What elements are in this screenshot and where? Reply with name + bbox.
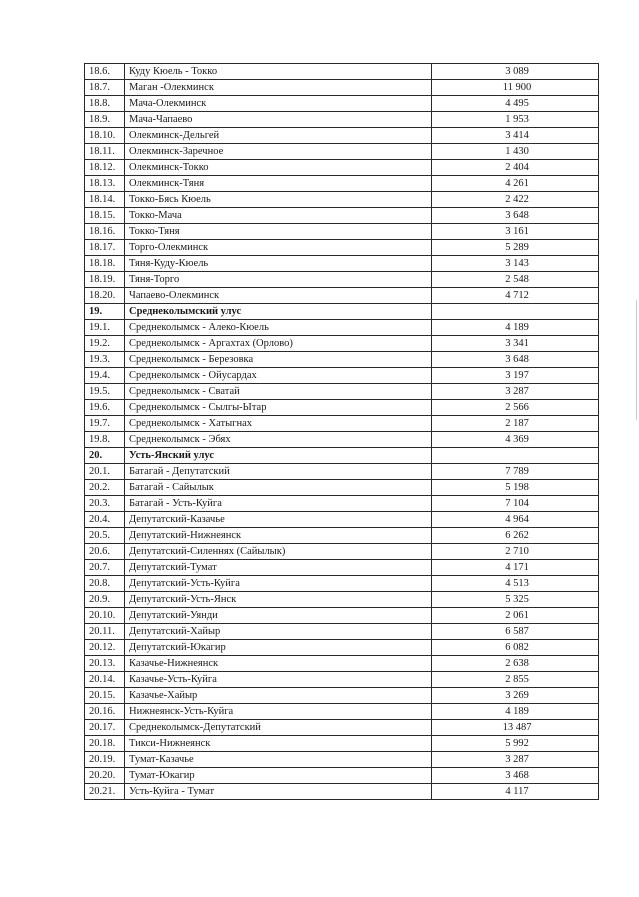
table-row xyxy=(85,720,599,736)
distance-value: 3 287 xyxy=(432,384,599,400)
row-number: 20.17. xyxy=(85,720,125,736)
distance-value: 3 648 xyxy=(432,352,599,368)
row-number: 20.21. xyxy=(85,784,125,800)
row-number: 18.9. xyxy=(85,112,125,128)
row-number: 18.7. xyxy=(85,80,125,96)
route-name: Батагай - Усть-Куйга xyxy=(125,496,432,512)
row-number: 20.6. xyxy=(85,544,125,560)
row-number: 18.11. xyxy=(85,144,125,160)
distance-value: 4 964 xyxy=(432,512,599,528)
route-name: Депутатский-Хайыр xyxy=(125,624,432,640)
route-name: Олекминск-Токко xyxy=(125,160,432,176)
route-name: Усть-Янский улус xyxy=(125,448,432,464)
distance-value: 3 197 xyxy=(432,368,599,384)
distance-value: 4 495 xyxy=(432,96,599,112)
route-name: Токко-Мача xyxy=(125,208,432,224)
row-number: 18.19. xyxy=(85,272,125,288)
distance-value: 2 566 xyxy=(432,400,599,416)
route-name: Среднеколымск - Сватай xyxy=(125,384,432,400)
section-row xyxy=(85,304,599,320)
route-name: Депутатский-Казачье xyxy=(125,512,432,528)
route-name: Депутатский-Уянди xyxy=(125,608,432,624)
route-name: Депутатский-Нижнеянск xyxy=(125,528,432,544)
route-name: Тяня-Куду-Кюель xyxy=(125,256,432,272)
row-number: 19.7. xyxy=(85,416,125,432)
row-number: 20.10. xyxy=(85,608,125,624)
table-row xyxy=(85,272,599,288)
table-row xyxy=(85,384,599,400)
row-number: 19. xyxy=(85,304,125,320)
distance-value: 7 104 xyxy=(432,496,599,512)
row-number: 20.7. xyxy=(85,560,125,576)
row-number: 19.4. xyxy=(85,368,125,384)
row-number: 20.15. xyxy=(85,688,125,704)
routes-table xyxy=(84,63,599,800)
route-name: Куду Кюель - Токко xyxy=(125,64,432,80)
distance-value: 3 161 xyxy=(432,224,599,240)
table-row xyxy=(85,352,599,368)
distance-value: 4 189 xyxy=(432,320,599,336)
distance-value: 3 287 xyxy=(432,752,599,768)
route-name: Маган -Олекминск xyxy=(125,80,432,96)
table-row xyxy=(85,416,599,432)
distance-value: 5 289 xyxy=(432,240,599,256)
route-name: Усть-Куйга - Тумат xyxy=(125,784,432,800)
row-number: 20.13. xyxy=(85,656,125,672)
route-name: Тумат-Казачье xyxy=(125,752,432,768)
route-name: Казачье-Нижнеянск xyxy=(125,656,432,672)
row-number: 20.2. xyxy=(85,480,125,496)
table-row xyxy=(85,496,599,512)
route-name: Казачье-Усть-Куйга xyxy=(125,672,432,688)
table-row xyxy=(85,192,599,208)
row-number: 19.2. xyxy=(85,336,125,352)
row-number: 20.14. xyxy=(85,672,125,688)
distance-value: 4 189 xyxy=(432,704,599,720)
row-number: 18.15. xyxy=(85,208,125,224)
distance-value: 2 187 xyxy=(432,416,599,432)
row-number: 20.3. xyxy=(85,496,125,512)
distance-value: 1 953 xyxy=(432,112,599,128)
row-number: 19.8. xyxy=(85,432,125,448)
row-number: 18.18. xyxy=(85,256,125,272)
table-row xyxy=(85,320,599,336)
row-number: 20.19. xyxy=(85,752,125,768)
table-row xyxy=(85,640,599,656)
routes-table-body xyxy=(85,64,599,800)
distance-value: 5 992 xyxy=(432,736,599,752)
row-number: 20.8. xyxy=(85,576,125,592)
table-row xyxy=(85,672,599,688)
distance-value: 2 061 xyxy=(432,608,599,624)
distance-value: 1 430 xyxy=(432,144,599,160)
distance-value: 13 487 xyxy=(432,720,599,736)
table-row xyxy=(85,544,599,560)
table-row xyxy=(85,112,599,128)
route-name: Среднеколымск - Алеко-Кюель xyxy=(125,320,432,336)
table-row xyxy=(85,528,599,544)
route-name: Среднеколымск - Эбях xyxy=(125,432,432,448)
route-name: Тикси-Нижнеянск xyxy=(125,736,432,752)
table-row xyxy=(85,592,599,608)
route-name: Мача-Чапаево xyxy=(125,112,432,128)
route-name: Среднеколымск - Ойусардах xyxy=(125,368,432,384)
table-row xyxy=(85,480,599,496)
distance-value: 2 710 xyxy=(432,544,599,560)
distance-value: 4 369 xyxy=(432,432,599,448)
route-name: Депутатский-Тумат xyxy=(125,560,432,576)
table-row xyxy=(85,336,599,352)
distance-value: 7 789 xyxy=(432,464,599,480)
row-number: 18.6. xyxy=(85,64,125,80)
table-row xyxy=(85,256,599,272)
distance-value: 2 404 xyxy=(432,160,599,176)
row-number: 18.20. xyxy=(85,288,125,304)
distance-value: 3 468 xyxy=(432,768,599,784)
table-row xyxy=(85,688,599,704)
table-row xyxy=(85,704,599,720)
distance-value: 2 638 xyxy=(432,656,599,672)
route-name: Токко-Тяня xyxy=(125,224,432,240)
row-number: 20.1. xyxy=(85,464,125,480)
route-name: Депутатский-Юкагир xyxy=(125,640,432,656)
row-number: 18.17. xyxy=(85,240,125,256)
row-number: 18.14. xyxy=(85,192,125,208)
table-row xyxy=(85,64,599,80)
section-row xyxy=(85,448,599,464)
distance-value: 3 341 xyxy=(432,336,599,352)
row-number: 18.8. xyxy=(85,96,125,112)
route-name: Депутатский-Усть-Янск xyxy=(125,592,432,608)
route-name: Среднеколымск-Депутатский xyxy=(125,720,432,736)
table-row xyxy=(85,656,599,672)
table-row xyxy=(85,624,599,640)
table-row xyxy=(85,144,599,160)
distance-value: 4 171 xyxy=(432,560,599,576)
row-number: 18.10. xyxy=(85,128,125,144)
route-name: Среднеколымск - Хатыгнах xyxy=(125,416,432,432)
row-number: 20.4. xyxy=(85,512,125,528)
distance-value: 3 089 xyxy=(432,64,599,80)
table-row xyxy=(85,288,599,304)
distance-value: 4 117 xyxy=(432,784,599,800)
row-number: 18.13. xyxy=(85,176,125,192)
table-row xyxy=(85,576,599,592)
table-row xyxy=(85,224,599,240)
route-name: Торго-Олекминск xyxy=(125,240,432,256)
distance-value: 5 198 xyxy=(432,480,599,496)
row-number: 18.12. xyxy=(85,160,125,176)
row-number: 20.5. xyxy=(85,528,125,544)
table-row xyxy=(85,608,599,624)
table-row xyxy=(85,400,599,416)
row-number: 20.16. xyxy=(85,704,125,720)
distance-value: 2 855 xyxy=(432,672,599,688)
table-row xyxy=(85,368,599,384)
table-row xyxy=(85,784,599,800)
table-row xyxy=(85,560,599,576)
row-number: 20.18. xyxy=(85,736,125,752)
row-number: 20.11. xyxy=(85,624,125,640)
route-name: Батагай - Сайылык xyxy=(125,480,432,496)
row-number: 20.20. xyxy=(85,768,125,784)
table-row xyxy=(85,512,599,528)
distance-value: 2 422 xyxy=(432,192,599,208)
route-name: Среднеколымск - Сылгы-Ытар xyxy=(125,400,432,416)
distance-value: 3 648 xyxy=(432,208,599,224)
distance-value: 3 414 xyxy=(432,128,599,144)
distance-value: 6 082 xyxy=(432,640,599,656)
table-row xyxy=(85,208,599,224)
route-name: Батагай - Депутатский xyxy=(125,464,432,480)
row-number: 20.12. xyxy=(85,640,125,656)
route-name: Нижнеянск-Усть-Куйга xyxy=(125,704,432,720)
distance-value: 3 269 xyxy=(432,688,599,704)
table-row xyxy=(85,96,599,112)
row-number: 19.5. xyxy=(85,384,125,400)
row-number: 20. xyxy=(85,448,125,464)
route-name: Тумат-Юкагир xyxy=(125,768,432,784)
route-name: Среднеколымск - Березовка xyxy=(125,352,432,368)
row-number: 19.6. xyxy=(85,400,125,416)
route-name: Мача-Олекминск xyxy=(125,96,432,112)
route-name: Токко-Бясь Кюель xyxy=(125,192,432,208)
distance-value: 2 548 xyxy=(432,272,599,288)
table-row xyxy=(85,752,599,768)
table-row xyxy=(85,160,599,176)
distance-value: 6 262 xyxy=(432,528,599,544)
row-number: 20.9. xyxy=(85,592,125,608)
route-name: Олекминск-Тяня xyxy=(125,176,432,192)
table-row xyxy=(85,128,599,144)
table-row xyxy=(85,736,599,752)
route-name: Казачье-Хайыр xyxy=(125,688,432,704)
row-number: 19.3. xyxy=(85,352,125,368)
table-row xyxy=(85,80,599,96)
row-number: 19.1. xyxy=(85,320,125,336)
distance-value: 5 325 xyxy=(432,592,599,608)
distance-value xyxy=(432,304,599,320)
table-row xyxy=(85,464,599,480)
distance-value: 4 712 xyxy=(432,288,599,304)
scan-edge-mark xyxy=(636,300,637,420)
route-name: Среднеколымский улус xyxy=(125,304,432,320)
distance-value: 4 261 xyxy=(432,176,599,192)
table-row xyxy=(85,176,599,192)
distance-value xyxy=(432,448,599,464)
route-name: Депутатский-Усть-Куйга xyxy=(125,576,432,592)
route-name: Среднеколымск - Аргахтах (Орлово) xyxy=(125,336,432,352)
route-name: Чапаево-Олекминск xyxy=(125,288,432,304)
route-name: Олекминск-Заречное xyxy=(125,144,432,160)
table-row xyxy=(85,768,599,784)
distance-value: 11 900 xyxy=(432,80,599,96)
route-name: Тяня-Торго xyxy=(125,272,432,288)
distance-value: 4 513 xyxy=(432,576,599,592)
distance-value: 6 587 xyxy=(432,624,599,640)
table-row xyxy=(85,240,599,256)
route-name: Олекминск-Дельгей xyxy=(125,128,432,144)
row-number: 18.16. xyxy=(85,224,125,240)
route-name: Депутатский-Силеннях (Сайылык) xyxy=(125,544,432,560)
distance-value: 3 143 xyxy=(432,256,599,272)
table-row xyxy=(85,432,599,448)
